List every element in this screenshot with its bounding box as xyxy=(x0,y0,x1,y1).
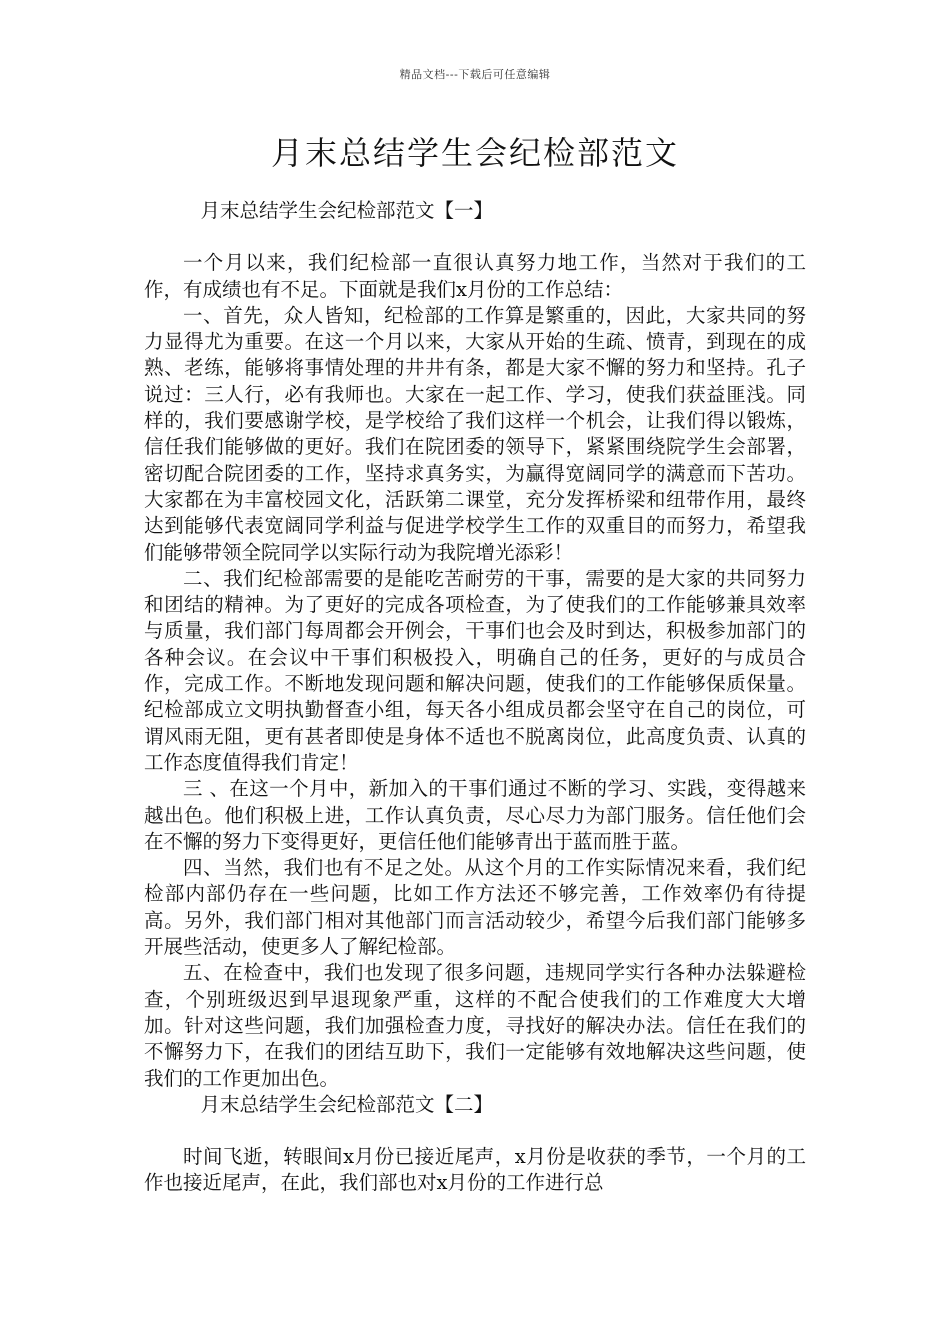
paragraph-point-3: 三 、在这一个月中，新加入的干事们通过不断的学习、实践，变得越来越出色。他们积极上进，工作认真负责，尽心尽力为部门服务。信任他们会在不懈的努力下变得更好，更信任他们能够青出于蓝而胜于蓝。 xyxy=(144,777,806,853)
paragraph-point-1: 一、首先，众人皆知，纪检部的工作算是繁重的，因此，大家共同的努力显得尤为重要。在这一个月以来，大家从开始的生疏、愤青，到现在的成熟、老练，能够将事情处理的井井有条，都是大家不懈的努力和坚持。孔子说过：三人行，必有我师也。大家在一起工作、学习，使我们获益匪浅。同样的，我们要感谢学校，是学校给了我们这样一个机会，让我们得以锻炼，信任我们能够做的更好。我们在院团委的领导下，紧紧围绕院学生会部署，密切配合院团委的工作，坚持求真务实，为赢得宽阔同学的满意而下苦功。大家都在为丰富校园文化，活跃第二课堂，充分发挥桥梁和纽带作用，最终达到能够代表宽阔同学利益与促进学校学生工作的双重目的而努力，希望我们能够带领全院同学以实际行动为我院增光添彩！ xyxy=(144,303,806,564)
document-body xyxy=(144,198,806,1197)
header-note: 精品文档---下载后可任意编辑 xyxy=(399,68,551,81)
paragraph-point-4: 四、当然，我们也有不足之处。从这个月的工作实际情况来看，我们纪检部内部仍存在一些问题，比如工作方法还不够完善，工作效率仍有待提高。另外，我们部门相对其他部门而言活动较少，希望今后我们部门能够多开展些活动，使更多人了解纪检部。 xyxy=(144,856,806,959)
paragraph-point-2: 二、我们纪检部需要的是能吃苦耐劳的干事，需要的是大家的共同努力和团结的精神。为了更好的完成各项检查，为了使我们的工作能够兼具效率与质量，我们部门每周都会开例会，干事们也会及时到达，积极参加部门的各种会议。在会议中干事们积极投入，明确自己的任务，更好的与成员合作，完成工作。不断地发现问题和解决问题，使我们的工作能够保质保量。纪检部成立文明执勤督查小组，每天各小组成员都会坚守在自己的岗位，可谓风雨无阻，更有甚者即使是身体不适也不脱离岗位，此高度负责、认真的工作态度值得我们肯定！ xyxy=(144,566,806,774)
paragraph-section-2-intro: 时间飞逝，转眼间x月份已接近尾声，x月份是收获的季节，一个月的工作也接近尾声，在此，我们部也对x月份的工作进行总 xyxy=(144,1145,806,1195)
paragraph-point-5: 五、在检查中，我们也发现了很多问题，违规同学实行各种办法躲避检查，个别班级迟到早退现象严重，这样的不配合使我们的工作难度大大增加。针对这些问题，我们加强检查力度，寻找好的解决办法。信任在我们的不懈努力下，在我们的团结互助下，我们一定能够有效地解决这些问题，使我们的工作更加出色。 xyxy=(144,961,806,1090)
document-title: 月末总结学生会纪检部范文 xyxy=(270,134,679,172)
section-heading-2: 月末总结学生会纪检部范文【二】 xyxy=(200,1092,494,1116)
paragraph-intro: 一个月以来，我们纪检部一直很认真努力地工作，当然对于我们的工作，有成绩也有不足。下面就是我们x月份的工作总结： xyxy=(144,251,806,301)
section-heading-1: 月末总结学生会纪检部范文【一】 xyxy=(200,199,494,222)
